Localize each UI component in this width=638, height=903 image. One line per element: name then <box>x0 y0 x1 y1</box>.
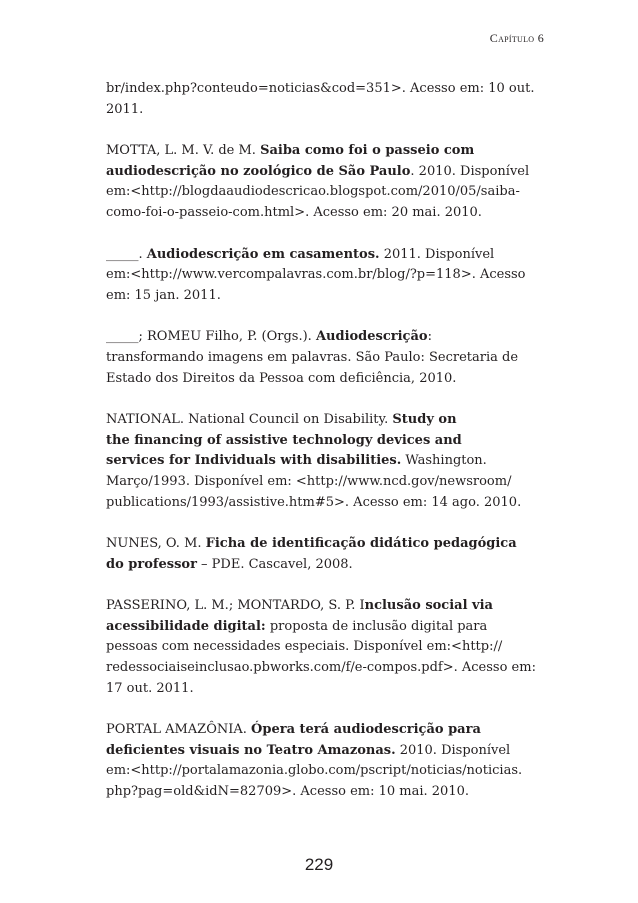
reference-line <box>106 410 538 431</box>
reference-text: em:<http://portalamazonia.globo.com/pscript/noticias/noticias. <box>106 763 523 779</box>
reference-text: – PDE. Cascavel, 2008. <box>196 556 353 572</box>
reference-text: php?pag=old&idN=82709>. Acesso em: 10 mai. 2010. <box>106 784 469 800</box>
reference-text: Washington. <box>401 453 487 469</box>
reference-text: 2011. <box>106 101 144 117</box>
reference-line <box>106 596 538 617</box>
reference-line <box>106 637 538 658</box>
reference-text: 2010. Disponível <box>395 742 511 758</box>
chapter-label: Capítulo 6 <box>489 31 544 45</box>
reference-entry <box>106 534 538 575</box>
reference-text: : <box>427 329 432 345</box>
reference-text: publications/1993/assistive.htm#5>. Acesso em: 14 ago. 2010. <box>106 494 522 510</box>
reference-text: como-foi-o-passeio-com.html>. Acesso em: 20 mai. 2010. <box>106 204 482 220</box>
reference-line <box>106 493 538 514</box>
reference-title: deficientes visuais no Teatro Amazonas. <box>106 742 396 758</box>
reference-entry <box>106 245 538 307</box>
reference-text: NATIONAL. National Council on Disability. <box>106 412 393 428</box>
reference-line <box>106 658 538 679</box>
reference-text: em: 15 jan. 2011. <box>106 287 221 303</box>
reference-line <box>106 265 538 286</box>
reference-text: _____. <box>106 246 147 262</box>
reference-title: Ficha de identificação didático pedagógica <box>205 536 517 552</box>
reference-title: Audiodescrição <box>315 329 428 345</box>
reference-entry <box>106 410 538 513</box>
reference-line <box>106 141 538 162</box>
reference-line <box>106 782 538 803</box>
reference-title: acessibilidade digital: <box>106 618 266 634</box>
reference-text: pessoas com necessidades especiais. Disponível em:<http:// <box>106 639 503 655</box>
reference-line <box>106 327 538 348</box>
reference-title: nclusão social via <box>364 598 493 614</box>
reference-text: 2011. Disponível <box>379 246 495 262</box>
reference-entry <box>106 79 538 120</box>
reference-line <box>106 182 538 203</box>
reference-title: do professor <box>106 556 197 572</box>
reference-text: transformando imagens em palavras. São Paulo: Secretaria de <box>106 349 519 365</box>
reference-line <box>106 100 538 121</box>
reference-text: . 2010. Disponível <box>410 163 530 179</box>
reference-line <box>106 79 538 100</box>
reference-line <box>106 286 538 307</box>
reference-line <box>106 617 538 638</box>
reference-line <box>106 162 538 183</box>
reference-line <box>106 472 538 493</box>
reference-line <box>106 720 538 741</box>
reference-entry <box>106 596 538 699</box>
page-number: 229 <box>304 855 334 874</box>
reference-entry <box>106 327 538 389</box>
reference-text: PASSERINO, L. M.; MONTARDO, S. P. I <box>106 598 365 614</box>
reference-title: Audiodescrição em casamentos. <box>146 246 380 262</box>
reference-line <box>106 245 538 266</box>
reference-text: em:<http://blogdaaudiodescricao.blogspot.com/2010/05/saiba- <box>106 184 520 200</box>
reference-line <box>106 203 538 224</box>
reference-title: audiodescrição no zoológico de São Paulo <box>106 163 411 179</box>
reference-title: Ópera terá audiodescrição para <box>251 722 481 738</box>
reference-line <box>106 534 538 555</box>
reference-text: MOTTA, L. M. V. de M. <box>106 143 261 159</box>
reference-title: Study on <box>392 412 457 428</box>
reference-text: em:<http://www.vercompalavras.com.br/blog/?p=118>. Acesso <box>106 267 526 283</box>
reference-line <box>106 348 538 369</box>
reference-text: NUNES, O. M. <box>106 536 206 552</box>
reference-line <box>106 555 538 576</box>
reference-text: Março/1993. Disponível em: <http://www.ncd.gov/newsroom/ <box>106 473 512 489</box>
reference-text: PORTAL AMAZÔNIA. <box>106 722 252 738</box>
reference-entry <box>106 720 538 802</box>
reference-text: _____; ROMEU Filho, P. (Orgs.). <box>106 329 316 345</box>
reference-title: the financing of assistive technology devices and <box>106 432 462 448</box>
reference-text: 17 out. 2011. <box>106 680 194 696</box>
reference-text: proposta de inclusão digital para <box>265 618 488 634</box>
reference-line <box>106 741 538 762</box>
running-header <box>490 31 544 46</box>
reference-text: Estado dos Direitos da Pessoa com deficiência, 2010. <box>106 370 457 386</box>
reference-text: br/index.php?conteudo=noticias&cod=351>. Acesso em: 10 out. <box>106 81 535 96</box>
reference-line <box>106 679 538 700</box>
reference-line <box>106 431 538 452</box>
reference-line <box>106 369 538 390</box>
reference-line <box>106 761 538 782</box>
reference-entry <box>106 141 538 223</box>
reference-line <box>106 451 538 472</box>
reference-title: services for Individuals with disabilities. <box>106 453 402 469</box>
references-list <box>106 79 538 824</box>
reference-title: Saiba como foi o passeio com <box>260 143 475 159</box>
reference-text: redessociaiseinclusao.pbworks.com/f/e-compos.pdf>. Acesso em: <box>106 660 536 676</box>
